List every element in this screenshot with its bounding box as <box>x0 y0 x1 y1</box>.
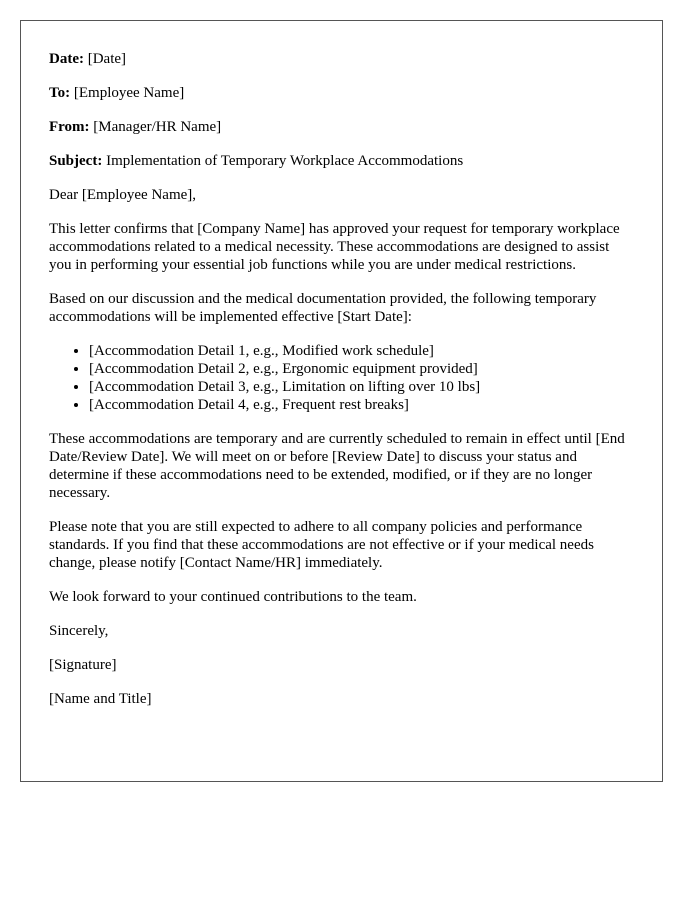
to-line: To: [Employee Name] <box>49 85 185 101</box>
salutation: Dear [Employee Name], <box>49 187 197 203</box>
from-line: From: [Manager/HR Name] <box>49 119 222 135</box>
body-paragraph: We look forward to your continued contributions to the team. <box>49 589 417 605</box>
subject-line: Subject: Implementation of Temporary Workplace Accommodations <box>49 153 464 169</box>
list-item: • [Accommodation Detail 4, e.g., Frequent rest breaks] <box>89 396 634 414</box>
signature: [Signature] <box>49 657 117 673</box>
body-paragraph: Based on our discussion and the medical documentation provided, the following temporary accommodations will be implemented effective [Start Date]: <box>49 291 597 325</box>
list-item: • [Accommodation Detail 2, e.g., Ergonomic equipment provided] <box>89 360 634 378</box>
accommodation-list <box>49 342 634 414</box>
name-and-title: [Name and Title] <box>49 691 152 707</box>
list-item: • [Accommodation Detail 1, e.g., Modified work schedule] <box>89 342 634 360</box>
letter <box>20 20 663 782</box>
list-item: • [Accommodation Detail 3, e.g., Limitation on lifting over 10 lbs] <box>89 378 634 396</box>
body-paragraph: This letter confirms that [Company Name] has approved your request for temporary workplace accommodations related to a medical necessity. These accommodations are designed to assist you in performing your essential job functions while you are under medical restrictions. <box>49 221 620 273</box>
date-line: Date: [Date] <box>49 51 127 67</box>
body-paragraph: These accommodations are temporary and are currently scheduled to remain in effect until [End Date/Review Date]. We will meet on or before [Review Date] to discuss your status and determine if these accommodations need to be extended, modified, or if they are no longer necessary. <box>49 431 625 501</box>
closing: Sincerely, <box>49 623 109 639</box>
body-paragraph: Please note that you are still expected to adhere to all company policies and performance standards. If you find that these accommodations are not effective or if your medical needs change, please notify [Contact Name/HR] immediately. <box>49 519 594 571</box>
